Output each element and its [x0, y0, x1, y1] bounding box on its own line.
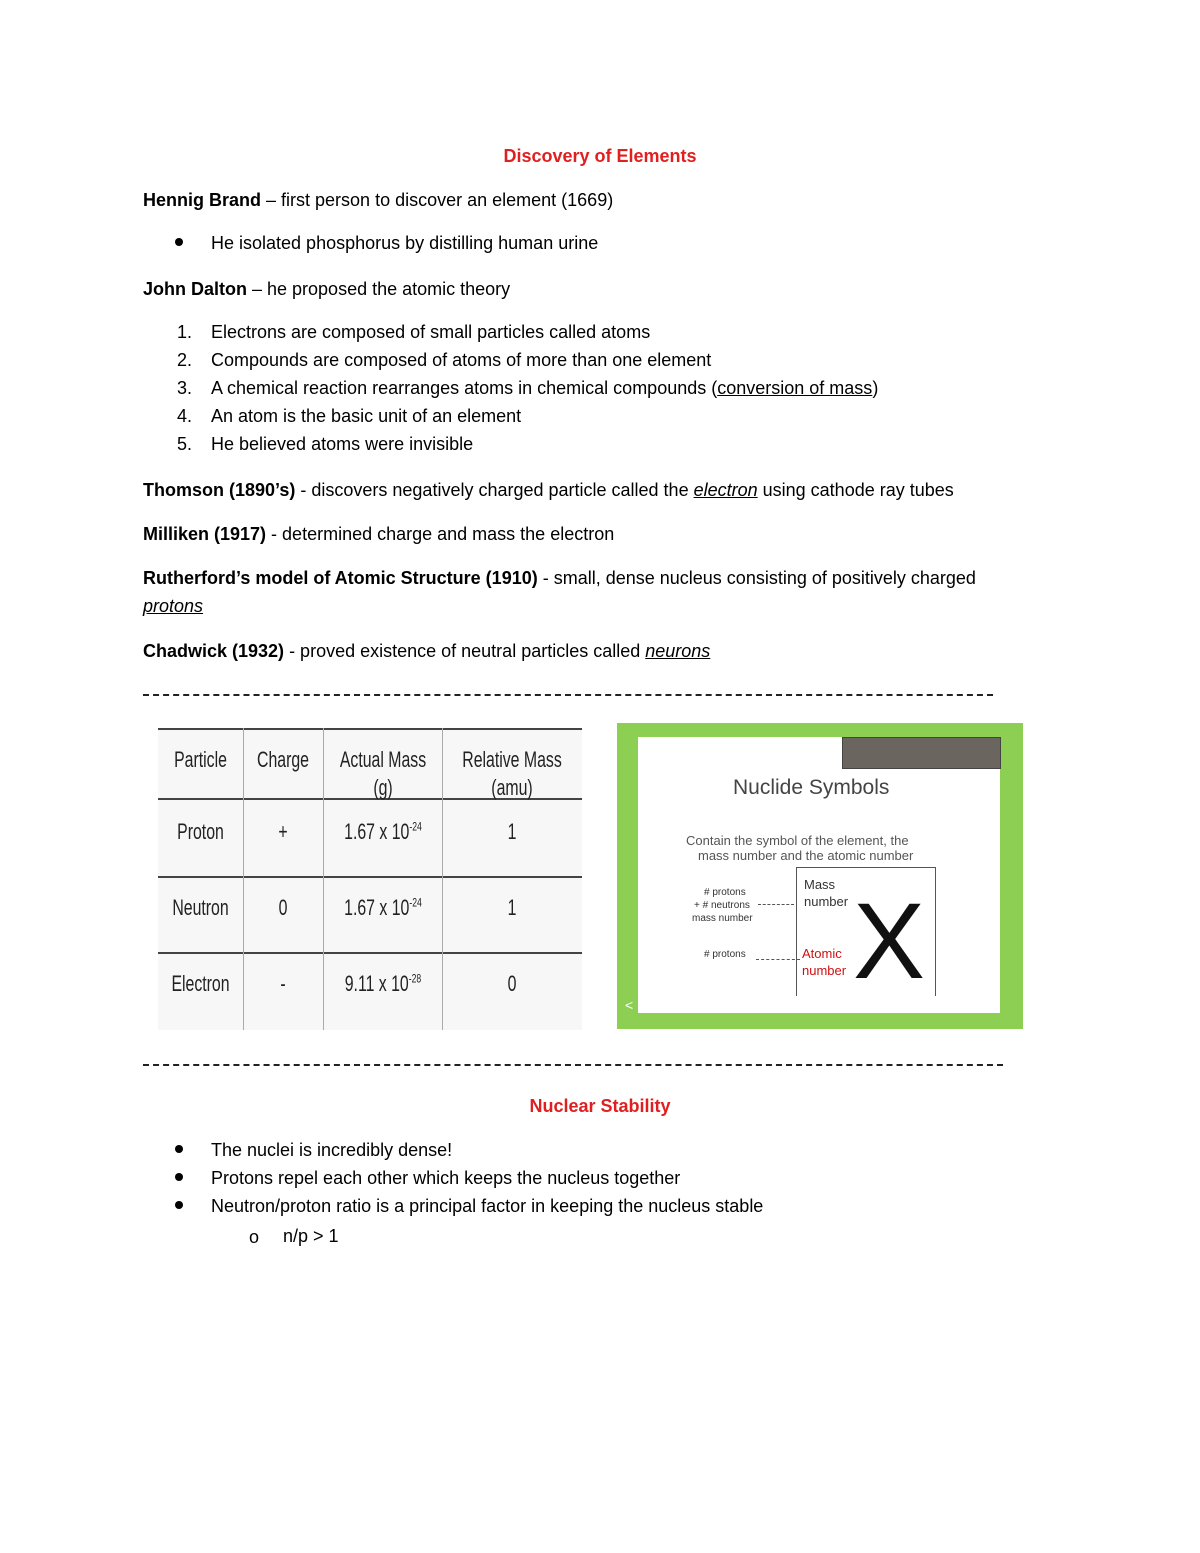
- atomic-word: Atomic: [802, 946, 842, 961]
- stability-title: Nuclear Stability: [529, 1096, 671, 1116]
- table-cell: Electron: [171, 971, 230, 996]
- protons-term: protons: [143, 596, 204, 616]
- dashed-divider: [143, 694, 993, 696]
- protons-count-label: # protons: [704, 949, 746, 960]
- dalton-item-3-end: ): [872, 378, 879, 398]
- milliken-line: [143, 523, 614, 546]
- number-word: number: [802, 962, 847, 978]
- table-col-divider: [442, 728, 443, 1030]
- conversion-of-mass: conversion of mass: [717, 378, 873, 398]
- table-cell: 1: [507, 819, 517, 844]
- table-cell: [329, 894, 437, 922]
- dalton-item-1: Electrons are composed of small particles called atoms: [211, 322, 651, 342]
- table-header: Charge: [257, 747, 309, 772]
- particle-table: [158, 728, 582, 1030]
- mass-value: 1.67 x 10: [344, 819, 410, 844]
- dalton-item-2: Compounds are composed of atoms of more than one element: [211, 350, 712, 370]
- thomson-line: [143, 479, 954, 502]
- rutherford-name: Rutherford’s model of Atomic Structure (1910): [143, 568, 538, 588]
- dalton-line: [143, 278, 510, 301]
- milliken-name: Milliken (1917): [143, 524, 267, 544]
- table-rule: [158, 952, 582, 954]
- list-number: 2.: [176, 350, 192, 370]
- brand-text: – first person to discover an element (1669): [261, 190, 614, 210]
- brand-name: Hennig Brand: [143, 190, 262, 210]
- rutherford-line: [143, 567, 976, 590]
- milliken-text: - determined charge and mass the electron: [266, 524, 615, 544]
- table-cell: +: [278, 819, 288, 844]
- dalton-item-3: [211, 377, 878, 400]
- slide-title: Nuclide Symbols: [733, 776, 890, 799]
- mass-exponent: -24: [409, 895, 422, 910]
- list-number: 3.: [176, 378, 192, 398]
- list-number: 5.: [176, 434, 192, 454]
- dashed-divider: [143, 1064, 1003, 1066]
- np-ratio: n/p > 1: [283, 1226, 339, 1246]
- thomson-post: using cathode ray tubes: [757, 480, 954, 500]
- dashed-arrow: [756, 959, 800, 960]
- stability-item-3: Neutron/proton ratio is a principal factor in keeping the nucleus stable: [211, 1196, 764, 1216]
- table-header: Particle: [174, 747, 227, 772]
- chadwick-line: [143, 640, 710, 663]
- table-cell: 0: [507, 971, 517, 996]
- slide-line-2: mass number and the atomic number: [698, 848, 914, 863]
- neutrons-label: + # neutrons: [694, 900, 750, 911]
- slide-header-bar: [842, 737, 1001, 769]
- dalton-name: John Dalton: [143, 279, 247, 299]
- table-cell: Neutron: [172, 895, 229, 920]
- mass-number-text: [804, 877, 848, 911]
- bullet-icon: [175, 1173, 183, 1181]
- stability-item-1: The nuclei is incredibly dense!: [211, 1140, 453, 1160]
- sub-bullet-marker: o: [249, 1227, 260, 1247]
- dalton-item-4: An atom is the basic unit of an element: [211, 406, 522, 426]
- chadwick-name: Chadwick (1932): [143, 641, 285, 661]
- bullet-icon: [175, 1201, 183, 1209]
- slide-nav-icon: <: [625, 997, 634, 1013]
- protons-label: # protons: [704, 887, 746, 898]
- table-header: Relative Mass (amu): [462, 747, 562, 800]
- electron-term: electron: [693, 480, 758, 500]
- slide-line-1: Contain the symbol of the element, the: [686, 833, 909, 848]
- thomson-pre: - discovers negatively charged particle called the: [295, 480, 694, 500]
- brand-bullet-text: He isolated phosphorus by distilling human urine: [211, 233, 599, 253]
- table-cell: Proton: [177, 819, 224, 844]
- mass-exponent: -28: [408, 971, 422, 986]
- thomson-name: Thomson (1890’s): [143, 480, 296, 500]
- rutherford-text: - small, dense nucleus consisting of positively charged: [537, 568, 976, 588]
- dalton-item-5: He believed atoms were invisible: [211, 434, 474, 454]
- bullet-icon: [175, 238, 183, 246]
- stability-item-2: Protons repel each other which keeps the nucleus together: [211, 1168, 681, 1188]
- mass-number-label: mass number: [692, 913, 753, 924]
- mass-word: Mass: [804, 877, 836, 892]
- table-cell: [329, 970, 437, 998]
- table-col-divider: [323, 728, 324, 1030]
- table-rule: [158, 876, 582, 878]
- dashed-arrow: [758, 904, 794, 905]
- table-cell: 0: [278, 895, 288, 920]
- atomic-number-text: [802, 946, 846, 980]
- neurons-term: neurons: [645, 641, 711, 661]
- number-word: number: [804, 893, 849, 909]
- brand-line: [143, 189, 613, 212]
- bullet-icon: [175, 1145, 183, 1153]
- table-cell: [329, 818, 437, 846]
- table-cell: 1: [507, 895, 517, 920]
- list-number: 1.: [176, 322, 192, 342]
- dalton-text: – he proposed the atomic theory: [247, 279, 511, 299]
- mass-value: 1.67 x 10: [344, 895, 410, 920]
- discovery-title: Discovery of Elements: [503, 146, 697, 166]
- mass-value: 9.11 x 10: [344, 971, 409, 996]
- table-col-divider: [243, 728, 244, 1030]
- dalton-item-3-text: A chemical reaction rearranges atoms in chemical compounds (: [211, 378, 718, 398]
- slide-content: [638, 737, 1000, 1013]
- element-symbol: X: [853, 880, 926, 1001]
- table-header: Actual Mass (g): [339, 747, 427, 800]
- table-rule: [158, 728, 582, 730]
- nuclide-slide-image: [617, 723, 1023, 1029]
- table-cell: -: [280, 971, 286, 996]
- chadwick-pre: - proved existence of neutral particles called: [284, 641, 646, 661]
- list-number: 4.: [176, 406, 192, 426]
- mass-exponent: -24: [409, 819, 422, 834]
